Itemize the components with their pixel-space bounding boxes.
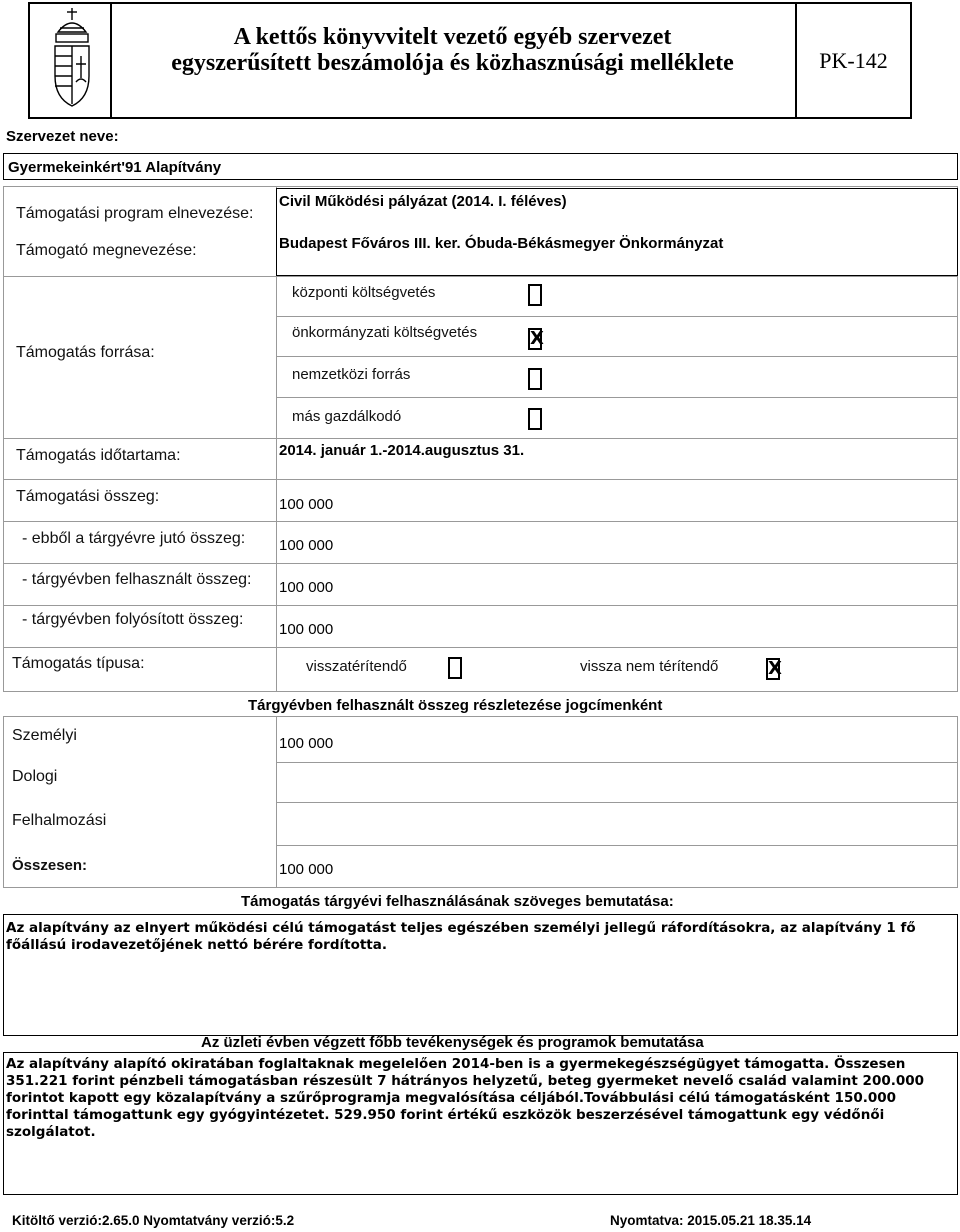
source-option-central: központi költségvetés [292, 284, 436, 301]
personal-label: Személyi [12, 727, 77, 744]
material-label: Dologi [12, 768, 58, 785]
row-line [276, 845, 958, 846]
activities-text: Az alapítvány alapító okiratában foglaltaknak megelelően 2014-ben is a gyermekegészségügyet támogatta. Összesen 351.221 forint pénzbeli támogatásban részesült 7 hátrányos helyzetű, beteg gyermeket nevelő család valamint 200.000 forintot kapott egy közalapítvány a szűrőprogramja megvalósítása céljából.Továbbulási célú támogatásként 150.000 forinttal támogattunk egy gyógyintézetet. 529.950 forint értékű eszközök beszerzésével támogattunk egy védőnői szolgálatot. [6, 1056, 925, 1140]
program-value: Civil Működési pályázat (2014. I. féléves) [279, 193, 567, 210]
duration-label: Támogatás időtartama: [16, 447, 181, 464]
source-municipal-checkbox[interactable]: X [530, 328, 544, 349]
source-option-other: más gazdálkodó [292, 408, 402, 425]
type-nonrefundable-label: vissza nem térítendő [580, 658, 719, 675]
supporter-value: Budapest Főváros III. ker. Óbuda-Békásmegyer Önkormányzat [279, 235, 724, 252]
form-code: PK-142 [819, 48, 888, 73]
amount-value: 100 000 [279, 496, 334, 513]
footer-version: Kitöltő verzió:2.65.0 Nyomtatvány verzió:5.2 [12, 1213, 295, 1228]
source-option-international: nemzetközi forrás [292, 366, 411, 383]
source-central-checkbox[interactable] [528, 284, 542, 306]
type-refundable-label: visszatérítendő [306, 658, 407, 675]
coat-of-arms-icon [50, 6, 94, 110]
amount-label: Támogatási összeg: [16, 488, 160, 505]
row-line [276, 397, 958, 398]
total-label: Összesen: [12, 857, 88, 874]
form-title-line2: egyszerűsített beszámolója és közhasznúsági melléklete [171, 50, 734, 76]
footer-printed: Nyomtatva: 2015.05.21 18.35.14 [610, 1213, 812, 1228]
duration-value: 2014. január 1.-2014.augusztus 31. [279, 442, 525, 459]
row-line [276, 802, 958, 803]
row-line [3, 563, 958, 564]
row-line [276, 316, 958, 317]
organization-name: Gyermekeinkért'91 Alapítvány [8, 159, 222, 176]
paid-amount-value: 100 000 [279, 621, 334, 638]
used-amount-label: - tárgyévben felhasznált összeg: [22, 571, 252, 588]
activities-title: Az üzleti évben végzett főbb tevékenységek és programok bemutatása [201, 1034, 704, 1051]
source-option-municipal: önkormányzati költségvetés [292, 324, 478, 341]
type-refundable-checkbox[interactable] [448, 657, 462, 679]
supporter-label: Támogató megnevezése: [16, 242, 197, 259]
personal-value: 100 000 [279, 735, 334, 752]
used-amount-value: 100 000 [279, 579, 334, 596]
row-line [276, 356, 958, 357]
paid-amount-label: - tárgyévben folyósított összeg: [22, 611, 244, 628]
source-other-checkbox[interactable] [528, 408, 542, 430]
row-line [3, 438, 958, 439]
year-amount-value: 100 000 [279, 537, 334, 554]
row-line [3, 605, 958, 606]
row-line [3, 276, 958, 277]
type-label: Támogatás típusa: [12, 655, 145, 672]
year-amount-label: - ebből a tárgyévre jutó összeg: [22, 530, 246, 547]
form-title [110, 24, 795, 76]
program-label: Támogatási program elnevezése: [16, 205, 254, 222]
breakdown-title: Tárgyévben felhasznált összeg részletezése jogcímenként [248, 697, 663, 714]
row-line [276, 762, 958, 763]
form-title-line1: A kettős könyvvitelt vezető egyéb szervezet [233, 24, 672, 50]
type-nonrefundable-checkbox[interactable]: X [768, 658, 782, 679]
row-line [3, 647, 958, 648]
usage-text: Az alapítvány az elnyert működési célú támogatást teljes egészében személyi jellegű ráfordításokra, az alapítvány 1 fő főállású irodavezetőjének nettó bérére fordította. [6, 920, 916, 953]
row-line [3, 521, 958, 522]
source-international-checkbox[interactable] [528, 368, 542, 390]
organization-label: Szervezet neve: [6, 128, 119, 145]
row-line [3, 479, 958, 480]
usage-title: Támogatás tárgyévi felhasználásának szöveges bemutatása: [241, 893, 674, 910]
source-label: Támogatás forrása: [16, 344, 155, 361]
accumulation-label: Felhalmozási [12, 812, 107, 829]
total-value: 100 000 [279, 861, 334, 878]
